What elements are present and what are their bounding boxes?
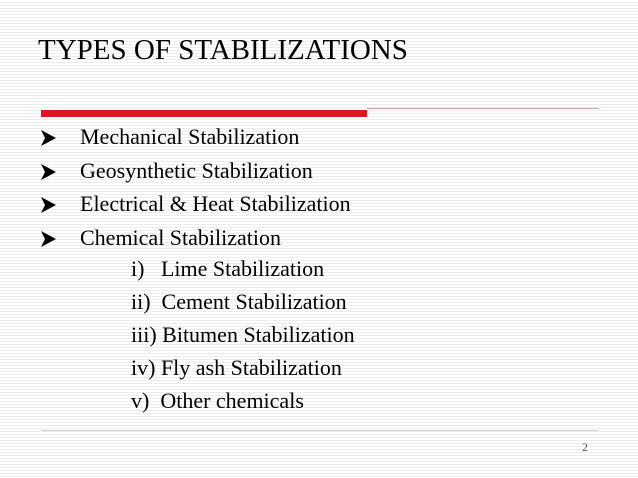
bullet-text: Mechanical Stabilization xyxy=(80,124,300,149)
bullet-text: Geosynthetic Stabilization xyxy=(80,157,313,183)
sub-item-cement: ii) Cement Stabilization xyxy=(131,289,347,314)
bullet-text: Chemical Stabilization xyxy=(80,224,282,250)
arrowhead-bullet-icon xyxy=(40,197,56,213)
title-divider-line xyxy=(367,108,599,109)
sub-item-other-chemicals: v) Other chemicals xyxy=(131,388,304,413)
sub-item-lime: i) Lime Stabilization xyxy=(131,256,325,281)
sub-item-bitumen: iii) Bitumen Stabilization xyxy=(131,322,355,347)
sub-item-fly-ash: iv) Fly ash Stabilization xyxy=(131,355,342,380)
bullet-text: Electrical & Heat Stabilization xyxy=(80,191,351,216)
footer-divider-line xyxy=(41,430,598,431)
chemical-sub-list xyxy=(131,256,355,421)
arrowhead-bullet-icon xyxy=(40,164,56,180)
page-number: 2 xyxy=(582,440,588,454)
arrowhead-bullet-icon xyxy=(40,130,56,146)
slide-title: TYPES OF STABILIZATIONS xyxy=(38,34,408,66)
arrowhead-bullet-icon xyxy=(40,231,56,247)
title-accent-bar xyxy=(41,110,367,117)
